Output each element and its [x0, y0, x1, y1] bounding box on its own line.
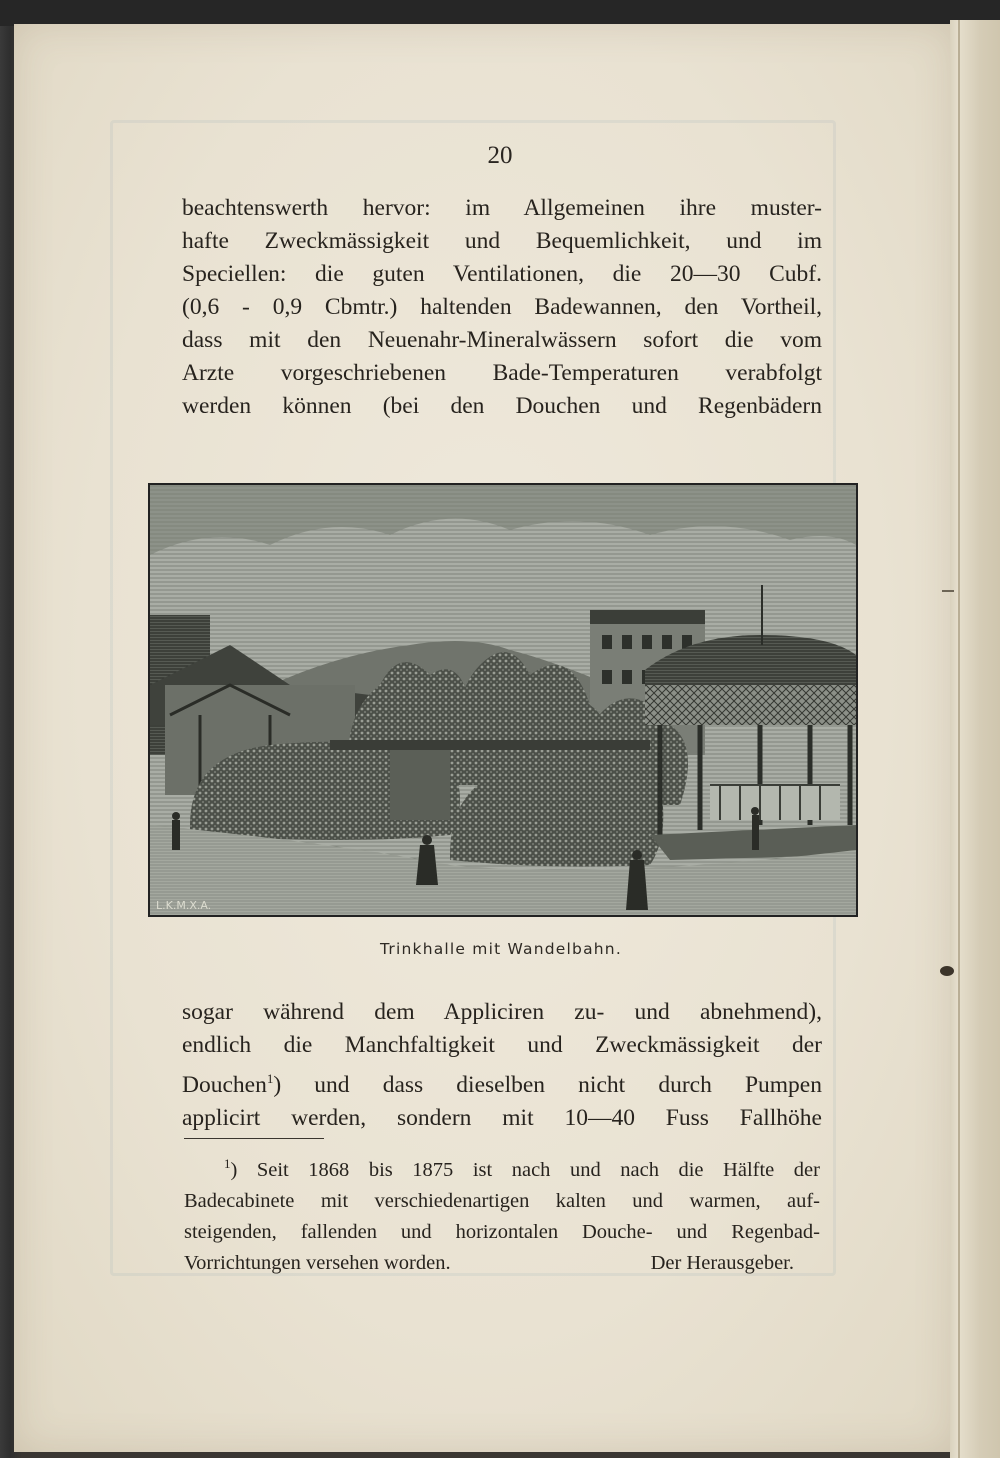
footnote [184, 1148, 820, 1279]
text-line: hafte Zweckmässigkeit und Bequemlichkeit, und im [182, 228, 822, 254]
footnote-line: Badecabinete mit verschiedenartigen kalten und warmen, auf- [184, 1189, 820, 1212]
text-line: Arzte vorgeschriebenen Bade-Temperaturen verabfolgt [182, 360, 822, 386]
figure-caption: Trinkhalle mit Wandelbahn. [380, 940, 622, 958]
text-line: applicirt werden, sondern mit 10—40 Fuss Fallhöhe [182, 1104, 822, 1131]
footnote-text: Vorrichtungen versehen worden. [184, 1251, 451, 1274]
text-line: werden können (bei den Douchen und Regenbädern [182, 393, 822, 419]
text-line: (0,6 - 0,9 Cbmtr.) haltenden Badewannen, den Vortheil, [182, 294, 822, 320]
text-line [182, 1062, 822, 1102]
footnote-signature: Der Herausgeber. [650, 1251, 794, 1274]
page-number: 20 [487, 142, 513, 169]
text-fragment: Douchen [182, 1071, 267, 1098]
footnote-separator [184, 1138, 324, 1139]
engraving-illustration [148, 483, 858, 917]
text-fragment: ) und dass dieselben nicht durch Pumpen [273, 1071, 822, 1098]
page-mark [942, 590, 954, 592]
footnote-marker: 1 [224, 1156, 231, 1171]
scanner-top-edge [0, 0, 1000, 26]
text-line: endlich die Manchfaltigkeit und Zweckmässigkeit der [182, 1032, 822, 1058]
paragraph-bottom [182, 996, 822, 1135]
footnote-text: ) Seit 1868 bis 1875 ist nach und nach die Hälfte der [230, 1158, 820, 1181]
footnote-reference: 1 [266, 1071, 274, 1086]
footnote-line: steigenden, fallenden und horizontalen Douche- und Regenbad- [184, 1220, 820, 1243]
footnote-line [184, 1248, 820, 1279]
page-gutter-line [958, 20, 960, 1458]
text-line: sogar während dem Appliciren zu- und abnehmend), [182, 999, 822, 1025]
engraver-mark: L.K.M.X.A. [156, 899, 212, 912]
text-line: dass mit den Neuenahr-Mineralwässern sofort die vom [182, 327, 822, 353]
footnote-line [184, 1148, 820, 1186]
paragraph-top [182, 192, 822, 423]
text-line: beachtenswerth hervor: im Allgemeinen ihre muster- [182, 195, 822, 221]
ink-blot [940, 966, 954, 976]
engraving-drawing [150, 485, 856, 915]
text-line: Speciellen: die guten Ventilationen, die 20—30 Cubf. [182, 261, 822, 287]
